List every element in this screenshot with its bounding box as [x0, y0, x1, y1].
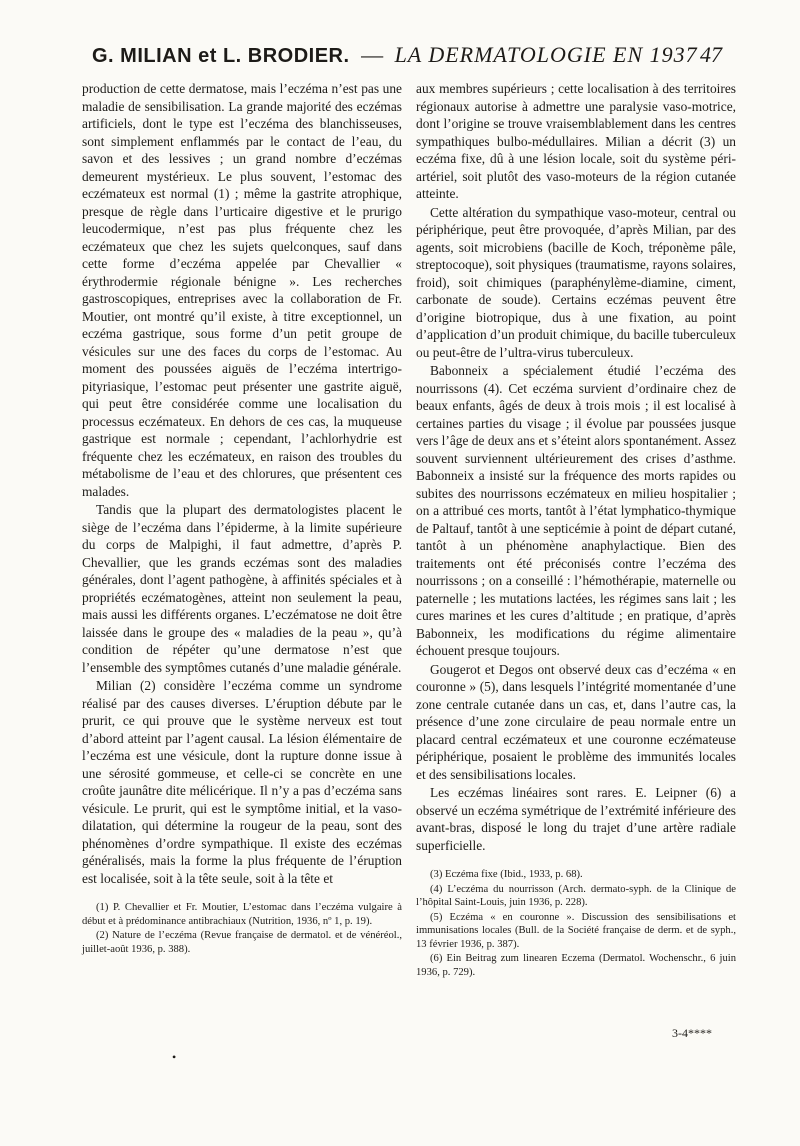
left-footnotes: [82, 901, 402, 956]
left-column: [82, 80, 402, 956]
left-paragraph-1: production de cette dermatose, mais l’eczéma n’est pas une maladie de sensibilisation. La grande majorité des eczémas artificiels, dont le type est l’eczéma des blanchisseuses, sont simplement enflammés par le contact de l’eau, du savon et des lessives ; un grand nombre d’eczémas demeurent mystérieux. Le plus souvent, l’estomac des eczémateux est normal (1) ; même la gastrite atrophique, presque de règle dans l’urticaire digestive et le prurigo leucodermique, n’est pas plus fréquente chez les eczémateux que chez les sujets quelconques, sauf dans cette forme d’eczéma appelée par Chevallier « érythrodermie régionale bénigne ». Les recherches gastroscopiques, entreprises avec la collaboration de Fr. Moutier, ont montré qu’il existe, à titre exceptionnel, un eczéma gastrique, sous forme d’un petit groupe de vésicules sur une des faces du corps de l’estomac. Au moment des poussées aiguës de l’eczéma intertrigo-pityriasique, l’estomac peut présenter une gastrite aiguë, qui peut être considérée comme une localisation du processus eczémateux. En dehors de ces cas, la muqueuse gastrique est normale ; cependant, l’achlorhydrie est fréquente chez les eczémateux, en raison des troubles du métabolisme de l’eau et des chlorures, que présentent ces malades.: [82, 81, 402, 499]
left-paragraph-2: Tandis que la plupart des dermatologistes placent le siège de l’eczéma dans l’épiderme, à la limite supérieure du corps de Malpighi, il faut admettre, d’après P. Chevallier, que les grands eczémas sont des maladies générales, dont l’agent pathogène, à affinités spéciales et à propriétés eczématogènes, atteint non seulement la peau, mais aussi les différents organes. L’eczématose ne doit être laissée dans le groupe des « maladies de la peau », qu’à condition de répéter qu’une dermatose n’est que l’ensemble des symptômes cutanés d’une maladie générale.: [82, 502, 402, 675]
header-authors: G. MILIAN et L. BRODIER.: [92, 45, 350, 67]
right-footnotes: [416, 868, 736, 979]
footnote-5: (5) Eczéma « en couronne ». Discussion des sensibilisations et immunisations locales (Bull. de la Société française de derm. et de syph., 13 février 1936, p. 387).: [416, 911, 736, 950]
right-paragraph-2: Cette altération du sympathique vaso-moteur, central ou périphérique, peut être provoquée, d’après Milian, par des agents, soit microbiens (bacille de Koch, tréponème pâle, streptocoque), soit physiques (traumatisme, rayons solaires, froid), soit chimiques (paraphénylème-diamine, ciment, carbonate de soude). Certains eczémas peuvent être d’origine biotropique, dus à une fixation, au point d’application d’un produit chimique, du bacille tuberculeux ou peut-être de l’ultra-virus tuberculeux.: [416, 204, 736, 360]
header-running-title: LA DERMATOLOGIE EN 1937: [394, 42, 698, 67]
left-paragraph-3: Milian (2) considère l’eczéma comme un syndrome réalisé par des causes diverses. L’éruption débute par le prurit, ce qui prouve que le système nerveux est tout d’abord atteint par l’agent causal. La lésion élémentaire de l’eczéma est une vésicule, dont la rupture donne issue à une sérosité gommeuse, et celle-ci se concrète en une croûte jaunâtre dite mélicérique. Il n’y a pas d’eczéma sans vésicule. Le prurit, qui est le symptôme initial, et la vaso-dilatation, qui détermine la rougeur de la peau, sont des phénomènes d’ordre sympathique. Il existe des eczémas généralisés, mais la forme la plus fréquente de l’éruption est localisée, soit à la tête seule, soit à la tête et: [82, 678, 402, 886]
right-paragraph-5: Les eczémas linéaires sont rares. E. Leipner (6) a observé un eczéma symétrique de l’extrémité inférieure des avant-bras, disposé le long du trajet d’une artère radiale superficielle.: [416, 785, 736, 853]
header-dash: —: [361, 42, 384, 67]
running-header: [92, 40, 722, 74]
printer-signature: 3-4****: [672, 1026, 712, 1040]
footnote-6: (6) Ein Beitrag zum linearen Eczema (Dermatol. Wochenschr., 6 juin 1936, p. 729).: [416, 953, 736, 978]
right-column: [416, 80, 736, 979]
ink-speck: •: [172, 1050, 177, 1064]
right-paragraph-1: aux membres supérieurs ; cette localisation à des territoires régionaux autorise à admettre une paralysie vaso-motrice, dont l’origine se trouve vraisemblablement dans les centres sympathiques bulbo-médullaires. Milian a décrit (3) un eczéma fixe, dû à une lésion locale, soit du système péri-artériel, soit plutôt des vaso-moteurs de la région cutanée atteinte.: [416, 81, 736, 201]
footnote-3: (3) Eczéma fixe (Ibid., 1933, p. 68).: [430, 869, 583, 880]
footnote-1: (1) P. Chevallier et Fr. Moutier, L’estomac dans l’eczéma vulgaire à début et à prédominance antibrachiaux (Nutrition, 1936, nº 1, p. 19).: [82, 902, 402, 927]
footnote-2: (2) Nature de l’eczéma (Revue française de dermatol. et de vénéréol., juillet-août 1936, p. 388).: [82, 930, 402, 955]
right-paragraph-4: Gougerot et Degos ont observé deux cas d’eczéma « en couronne » (5), dans lesquels l’intégrité momentanée d’une zone centrale cutanée dans un cas, et, dans l’autre cas, la présence d’une zone circulaire de peau normale entre un placard central eczémateux et une couronne eczémateuse périphérique, posaient le problème des immunités locales et des sensibilisations locales.: [416, 661, 736, 782]
footnote-4: (4) L’eczéma du nourrisson (Arch. dermato-syph. de la Clinique de l’hôpital Saint-Louis, juin 1936, p. 228).: [416, 883, 736, 908]
page-number: 47: [700, 42, 722, 67]
right-paragraph-3: Babonneix a spécialement étudié l’eczéma des nourrissons (4). Cet eczéma survient d’ordinaire chez de beaux enfants, âgés de deux à trois mois ; il est localisé à certaines parties du visage ; il évolue par poussées jusque vers l’âge de deux ans et s’éteint alors spontanément. Assez souvent surviennent ultérieurement des crises d’asthme. Babonneix a insisté sur la fréquence des morts rapides ou subites des nourrissons eczémateux en milieu hospitalier ; on a attribué ces morts, tantôt à l’état lymphatico-thymique de Paltauf, tantôt à une septicémie à point de départ cutané, tantôt à un phénomène anaphylactique. Bien des traitements ont été préconisés contre l’eczéma des nourrissons ; on a conseillé : l’hémothérapie, maternelle ou paternelle ; les mutations lactées, les régimes sans lait ; les cures marines et les cures d’altitude ; en pratique, d’après Babonneix, les modifications du régime alimentaire échouent presque toujours.: [416, 363, 736, 658]
